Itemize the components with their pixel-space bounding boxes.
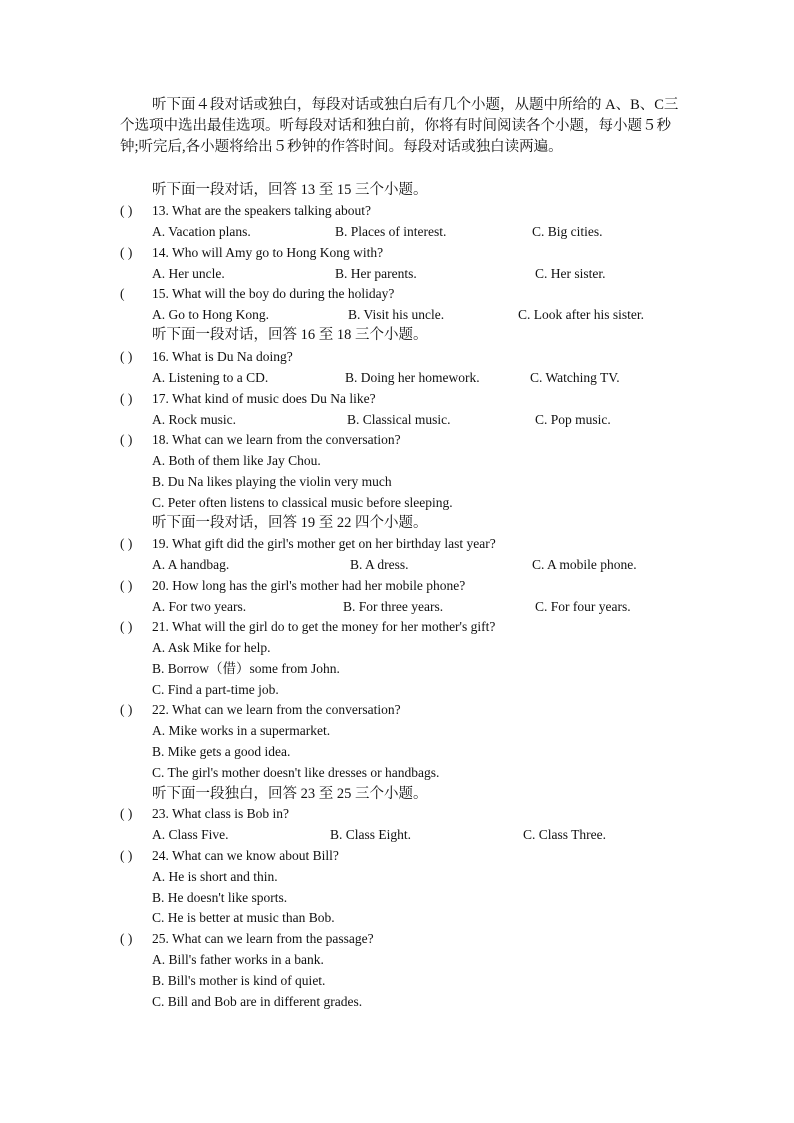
question-13	[120, 202, 371, 220]
answer-blank[interactable]: ( )	[120, 245, 133, 260]
section-heading: 听下面一段对话，回答 16 至 18 三个小题。	[152, 327, 428, 343]
option-a: A. Go to Hong Kong.	[152, 307, 269, 322]
answer-blank[interactable]: ( )	[120, 806, 133, 821]
question-18	[120, 431, 401, 449]
question-23	[120, 805, 289, 823]
question-text: 19. What gift did the girl's mother get on her birthday last year?	[152, 536, 496, 551]
option-b: B. For three years.	[343, 599, 444, 614]
question-text: 23. What class is Bob in?	[152, 806, 289, 821]
option-a: A. A handbag.	[152, 557, 230, 572]
option-a: A. He is short and thin.	[152, 869, 278, 884]
question-19	[120, 535, 496, 553]
option-a: A. Vacation plans.	[152, 224, 251, 239]
option-b: B. Du Na likes playing the violin very much	[152, 474, 392, 489]
question-text: 21. What will the girl do to get the money for her mother's gift?	[152, 619, 496, 634]
option-c: C. Bill and Bob are in different grades.	[152, 994, 363, 1009]
option-c: C. Class Three.	[523, 827, 606, 842]
option-b: B. A dress.	[350, 557, 409, 572]
option-c: C. Peter often listens to classical music before sleeping.	[152, 495, 453, 510]
option-b: B. Class Eight.	[330, 827, 412, 842]
option-c: C. He is better at music than Bob.	[152, 910, 335, 925]
option-c: C. Watching TV.	[530, 370, 620, 385]
question-text: 16. What is Du Na doing?	[152, 349, 293, 364]
section-heading: 听下面一段对话，回答 19 至 22 四个小题。	[152, 515, 428, 531]
question-text: 25. What can we learn from the passage?	[152, 931, 374, 946]
option-a: A. Listening to a CD.	[152, 370, 269, 385]
question-14	[120, 244, 383, 262]
option-a: A. Class Five.	[152, 827, 229, 842]
question-text: 17. What kind of music does Du Na like?	[152, 391, 376, 406]
question-25	[120, 930, 374, 948]
question-text: 20. How long has the girl's mother had her mobile phone?	[152, 578, 466, 593]
question-16	[120, 348, 293, 366]
instructions-paragraph: 听下面４段对话或独白，每段对话或独白后有几个小题，从题中所给的 A、B、C三个选项中选出最佳选项。听每段对话和独白前，你将有时间阅读各个小题，每小题５秒钟;听完后,各小题将给出５秒钟的作答时间。每段对话或独白读两遍。	[120, 97, 679, 155]
option-c: C. Her sister.	[535, 266, 606, 281]
option-b: B. Doing her homework.	[345, 370, 480, 385]
question-21	[120, 618, 495, 636]
option-b: B. Classical music.	[347, 412, 451, 427]
answer-blank[interactable]: ( )	[120, 931, 133, 946]
question-15	[120, 285, 394, 303]
option-a: A. Rock music.	[152, 412, 236, 427]
question-text: 15. What will the boy do during the holiday?	[152, 286, 395, 301]
section-heading: 听下面一段独白，回答 23 至 25 三个小题。	[152, 786, 428, 802]
question-text: 22. What can we learn from the conversation?	[152, 702, 401, 717]
question-text: 18. What can we learn from the conversation?	[152, 432, 401, 447]
question-text: 14. Who will Amy go to Hong Kong with?	[152, 245, 384, 260]
answer-blank[interactable]: ( )	[120, 391, 133, 406]
question-text: 24. What can we know about Bill?	[152, 848, 339, 863]
option-a: A. Both of them like Jay Chou.	[152, 453, 321, 468]
option-a: A. Ask Mike for help.	[152, 640, 271, 655]
question-20	[120, 577, 465, 595]
option-a: A. Mike works in a supermarket.	[152, 723, 331, 738]
option-b: B. Bill's mother is kind of quiet.	[152, 973, 326, 988]
option-c: C. Pop music.	[535, 412, 611, 427]
question-24	[120, 847, 339, 865]
option-b: B. Her parents.	[335, 266, 417, 281]
option-b: B. Borrow（借）some from John.	[152, 661, 340, 676]
answer-blank[interactable]: ( )	[120, 578, 133, 593]
option-b: B. He doesn't like sports.	[152, 890, 288, 905]
option-a: A. Bill's father works in a bank.	[152, 952, 324, 967]
option-c: C. A mobile phone.	[532, 557, 637, 572]
option-c: C. Find a part-time job.	[152, 682, 279, 697]
answer-blank[interactable]: ( )	[120, 702, 133, 717]
answer-blank[interactable]: ( )	[120, 349, 133, 364]
answer-blank[interactable]: ( )	[120, 536, 133, 551]
question-22	[120, 701, 401, 719]
option-c: C. Big cities.	[532, 224, 603, 239]
question-text: 13. What are the speakers talking about?	[152, 203, 372, 218]
option-b: B. Places of interest.	[335, 224, 447, 239]
question-17	[120, 390, 376, 408]
option-b: B. Mike gets a good idea.	[152, 744, 291, 759]
answer-blank[interactable]: (	[120, 286, 125, 301]
option-b: B. Visit his uncle.	[348, 307, 445, 322]
option-c: C. The girl's mother doesn't like dresses or handbags.	[152, 765, 440, 780]
section-heading: 听下面一段对话，回答 13 至 15 三个小题。	[152, 182, 428, 198]
answer-blank[interactable]: ( )	[120, 848, 133, 863]
answer-blank[interactable]: ( )	[120, 619, 133, 634]
answer-blank[interactable]: ( )	[120, 432, 133, 447]
option-a: A. Her uncle.	[152, 266, 225, 281]
option-a: A. For two years.	[152, 599, 247, 614]
answer-blank[interactable]: ( )	[120, 203, 133, 218]
option-c: C. For four years.	[535, 599, 631, 614]
option-c: C. Look after his sister.	[518, 307, 644, 322]
